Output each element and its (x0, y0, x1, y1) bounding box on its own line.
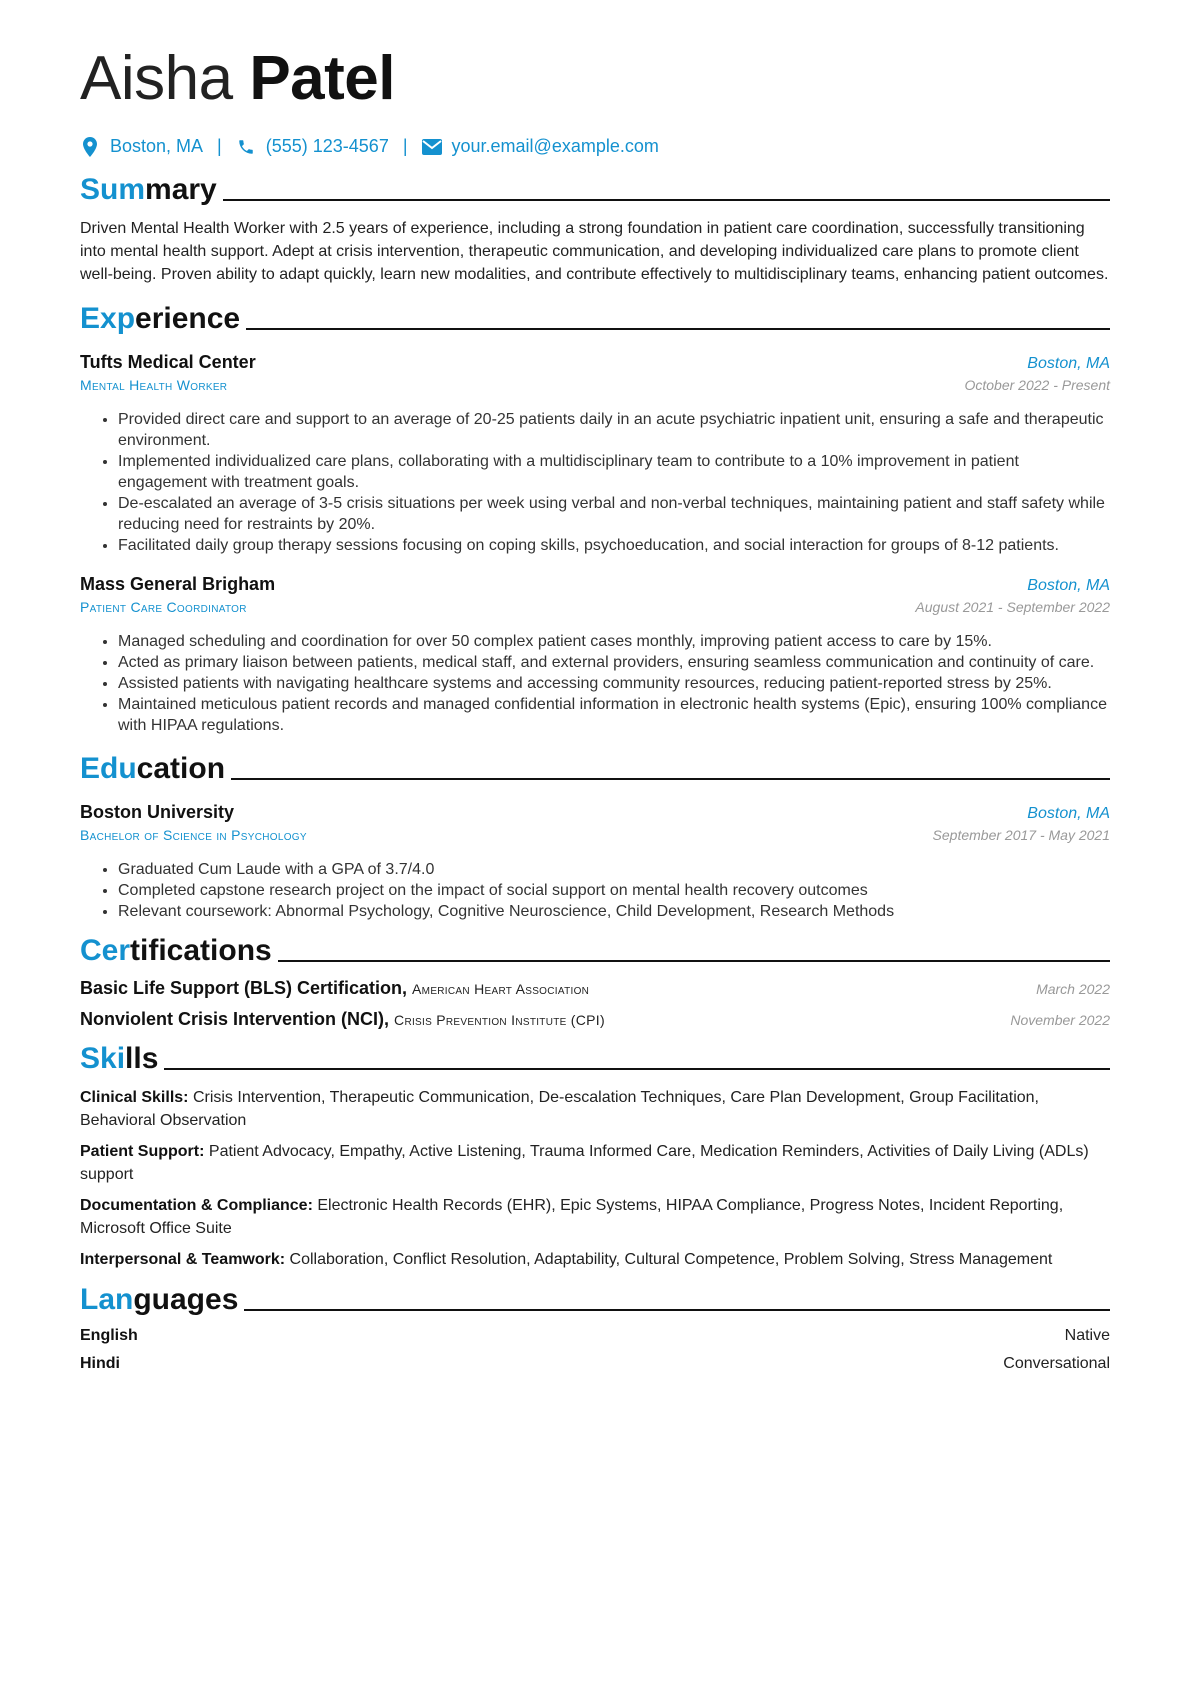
list-item: • Graduated Cum Laude with a GPA of 3.7/4.0 (118, 859, 1110, 880)
section-title: Summary (80, 173, 217, 206)
certification-issuer: Crisis Prevention Institute (CPI) (394, 1012, 605, 1028)
language-item (80, 1355, 1110, 1373)
language-level: Conversational (1003, 1355, 1110, 1372)
experience-entry (80, 352, 1110, 556)
job-title: Patient Care Coordinator (80, 599, 247, 615)
list-item: • De-escalated an average of 3-5 crisis situations per week using verbal and non-verbal techniques, maintaining patient and staff safety while reducing need for restraints by 20%. (118, 493, 1110, 535)
language-level: Native (1064, 1327, 1110, 1344)
section-rule (246, 328, 1110, 330)
section-rule (164, 1068, 1110, 1070)
map-pin-icon (80, 137, 100, 157)
bullet-list (80, 859, 1110, 922)
job-dates: August 2021 - September 2022 (915, 599, 1110, 615)
summary-text: Driven Mental Health Worker with 2.5 years of experience, including a strong foundation in patient care coordination, successfully transitioning into mental health support. Adept at crisis intervention, therapeutic communication, and developing individualized care plans to promote client well-being. Proven ability to adapt quickly, learn new modalities, and contribute effectively to multidisciplinary teams, enhancing patient outcomes. (80, 220, 1109, 283)
section-title: Experience (80, 302, 241, 335)
certification-name: Nonviolent Crisis Intervention (NCI) (80, 1009, 385, 1029)
contact-phone[interactable] (236, 136, 389, 157)
skill-group (80, 1194, 1110, 1240)
school-location: Boston, MA (1027, 805, 1110, 822)
contact-separator: | (402, 136, 408, 156)
section-experience-heading (80, 304, 1110, 334)
skill-group (80, 1248, 1110, 1271)
list-item: • Provided direct care and support to an average of 20-25 patients daily in an acute psychiatric inpatient unit, ensuring a safe and therapeutic environment. (118, 409, 1110, 451)
skill-group-label: Clinical Skills: (80, 1089, 189, 1106)
section-rule (244, 1309, 1110, 1311)
bullet-list (80, 409, 1110, 556)
phone-icon (236, 137, 256, 157)
certification-name: Basic Life Support (BLS) Certification (80, 978, 403, 998)
email-link[interactable]: your.email@example.com (451, 136, 659, 156)
section-rule (223, 199, 1110, 201)
employer-name: Mass General Brigham (80, 574, 276, 594)
skill-group-label: Patient Support: (80, 1143, 205, 1160)
location-text: Boston, MA (110, 136, 204, 156)
skill-group-values: Electronic Health Records (EHR), Epic Systems, HIPAA Compliance, Progress Notes, Incident Reporting, Microsoft Office Suite (80, 1197, 1064, 1237)
section-title: Certifications (80, 934, 272, 967)
contact-separator: | (217, 136, 222, 156)
section-skills-heading (80, 1044, 1110, 1074)
language-name: English (80, 1327, 138, 1344)
section-rule (231, 778, 1110, 780)
contact-email[interactable] (422, 136, 659, 157)
certification-date: March 2022 (1036, 981, 1110, 997)
section-summary-heading (80, 175, 1110, 205)
skill-group (80, 1140, 1110, 1186)
experience-entry (80, 574, 1110, 736)
section-title: Skills (80, 1042, 159, 1075)
job-location: Boston, MA (1027, 577, 1110, 594)
certification-date: November 2022 (1010, 1012, 1110, 1028)
first-name: Aisha (80, 44, 233, 113)
job-dates: October 2022 - Present (964, 377, 1110, 393)
list-item: • Completed capstone research project on the impact of social support on mental health recovery outcomes (118, 880, 1110, 901)
bullet-list (80, 631, 1110, 736)
list-item: • Maintained meticulous patient records and managed confidential information in electronic health systems (Epic), ensuring 100% compliance with HIPAA regulations. (118, 694, 1110, 736)
certification-item: Basic Life Support (BLS) Certification, American Heart Association March 2022 (80, 978, 1110, 998)
employer-name: Tufts Medical Center (80, 352, 256, 372)
section-certifications-heading (80, 936, 1110, 966)
section-title: Education (80, 752, 226, 785)
list-item: • Relevant coursework: Abnormal Psychology, Cognitive Neuroscience, Child Development, Research Methods (118, 901, 1110, 922)
envelope-icon (422, 137, 442, 157)
section-languages-heading (80, 1285, 1110, 1315)
language-item (80, 1327, 1110, 1345)
list-item: • Managed scheduling and coordination for over 50 complex patient cases monthly, improving patient access to care by 15%. (118, 631, 1110, 652)
list-item: • Implemented individualized care plans, collaborating with a multidisciplinary team to contribute to a 10% improvement in patient engagement with treatment goals. (118, 451, 1110, 493)
education-dates: September 2017 - May 2021 (932, 827, 1110, 843)
skill-group (80, 1086, 1110, 1132)
list-item: • Assisted patients with navigating healthcare systems and accessing community resources, reducing patient-reported stress by 25%. (118, 673, 1110, 694)
section-rule (278, 960, 1110, 962)
candidate-name (80, 44, 1110, 113)
contact-bar (80, 136, 1110, 157)
job-location: Boston, MA (1027, 355, 1110, 372)
list-item: • Facilitated daily group therapy sessions focusing on coping skills, psychoeducation, and social interaction for groups of 8-12 patients. (118, 535, 1110, 556)
degree-title: Bachelor of Science in Psychology (80, 827, 307, 843)
skill-group-label: Interpersonal & Teamwork: (80, 1251, 286, 1268)
certification-item: Nonviolent Crisis Intervention (NCI), Crisis Prevention Institute (CPI) November 2022 (80, 1009, 1110, 1029)
section-education-heading (80, 754, 1110, 784)
school-name: Boston University (80, 802, 235, 822)
section-title: Languages (80, 1283, 239, 1316)
certification-issuer: American Heart Association (412, 981, 590, 997)
skill-group-values: Crisis Intervention, Therapeutic Communication, De-escalation Techniques, Care Plan Development, Group Facilitation, Behavioral Observation (80, 1089, 1039, 1129)
contact-location (80, 136, 203, 157)
language-name: Hindi (80, 1355, 120, 1372)
skill-group-label: Documentation & Compliance: (80, 1197, 313, 1214)
education-entry (80, 802, 1110, 922)
list-item: • Acted as primary liaison between patients, medical staff, and external providers, ensuring seamless communication and continuity of care. (118, 652, 1110, 673)
skill-group-values: Patient Advocacy, Empathy, Active Listening, Trauma Informed Care, Medication Reminders, Activities of Daily Living (ADLs) support (80, 1143, 1089, 1183)
job-title: Mental Health Worker (80, 377, 228, 393)
skill-group-values: Collaboration, Conflict Resolution, Adaptability, Cultural Competence, Problem Solving, Stress Management (289, 1251, 1053, 1268)
last-name: Patel (249, 44, 396, 113)
phone-text: (555) 123-4567 (265, 136, 389, 156)
